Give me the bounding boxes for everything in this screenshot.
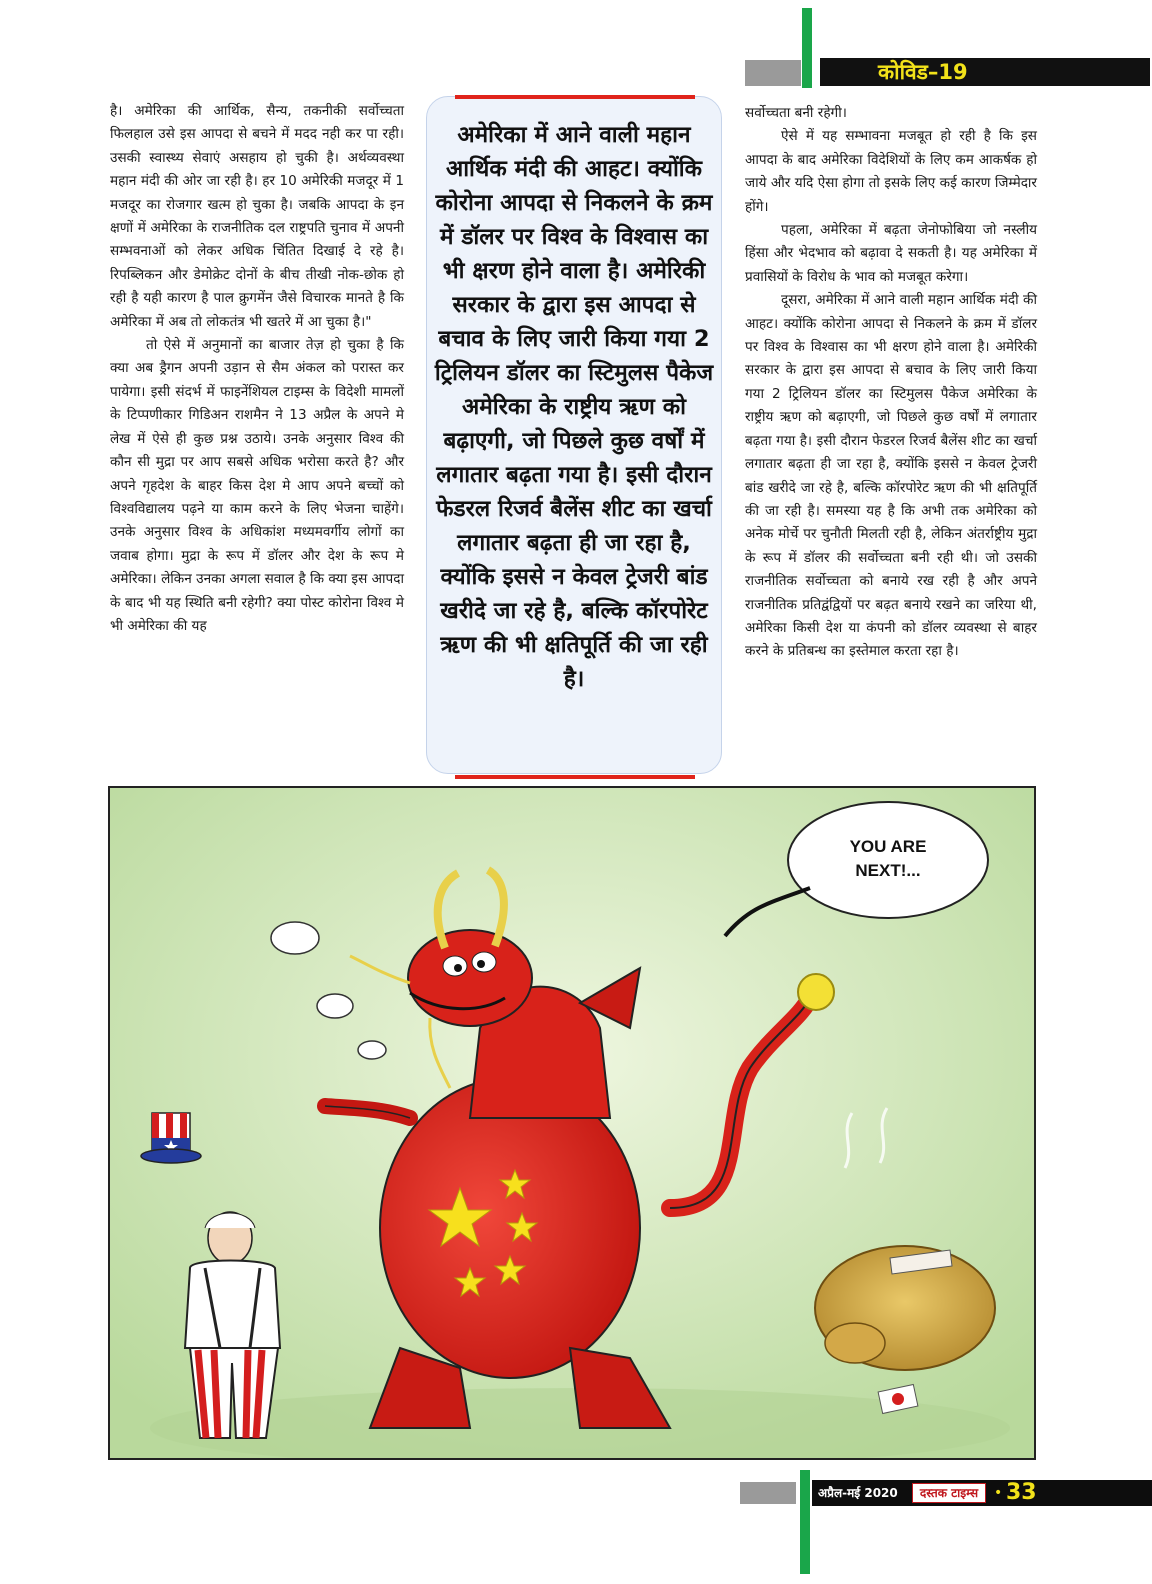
editorial-cartoon [108,786,1036,1460]
issue-date: अप्रैल-मई 2020 [818,1486,898,1500]
footer-grey-tab [740,1482,796,1504]
pullquote-top-rule [455,95,695,99]
pullquote-bottom-rule [455,775,695,779]
right-column [745,102,1037,664]
right-paragraph-2: ऐसे में यह सम्भावना मजबूत हो रही है कि इस आपदा के बाद अमेरिका विदेशियों के लिए कम आकर्षक हो जाये और यदि ऐसा होगा तो इसके लिए कई कारण जिम्मेदार होंगे। [745,128,1037,215]
speech-text-line-1: YOU ARE [849,837,927,856]
publication-logo: दस्तक टाइम्स [912,1483,986,1503]
header-grey-tab [745,60,801,86]
section-label: कोविड–19 [820,58,1150,86]
right-paragraph-4: दूसरा, अमेरिका में आने वाली महान आर्थिक मंदी की आहट। क्योंकि कोरोना आपदा से निकलने के क्रम में डॉलर पर विश्व के विश्वास का भी क्षरण होने वाला है। अमेरिकी सरकार के द्वारा इस आपदा से बचाव के लिए जारी किया गया 2 ट्रिलियन डॉलर का स्टिमुलस पैकेज अमेरिका के राष्ट्रीय ऋण को बढ़ाएगी, जो पिछले कुछ वर्षों में लगातार बढ़ता गया है। इसी दौरान फेडरल रिजर्व बैलेंस शीट का खर्चा लगातार बढ़ता ही जा रहा है, क्योंकि इससे न केवल ट्रेजरी बांड खरीदे जा रहे है, बल्कि कॉरपोरेट ऋण की भी क्षतिपूर्ति की जा रही है। समस्या यह है कि अभी तक अमेरिका को अनेक मोर्चे पर चुनौती मिलती रही है, लेकिन अंतर्राष्ट्रीय मुद्रा के रूप में डॉलर की सर्वोच्चता बनी रही थी। जो उसकी राजनीतिक सर्वोच्चता को बनाये रख रही है और अपने राजनीतिक प्रतिद्वंद्वियों पर बढ़त बनाये रखने का जरिया थी, अमेरिका किसी देश या कंपनी को डॉलर व्यवस्था से बाहर करने के प्रतिबन्ध का इस्तेमाल करता रहा है। [745,292,1037,660]
left-paragraph-2: तो ऐसे में अनुमानों का बाजार तेज़ हो चुका है कि क्या अब ड्रैगन अपनी उड़ान से सैम अंकल को परास्त कर पायेगा। इसी संदर्भ में फाइनेंशियल टाइम्स के विदेशी मामलों के टिप्पणीकार गिडिअन राशमैन ने 13 अप्रैल के अपने मे लेख में ऐसे ही कुछ प्रश्न उठाये। उनके अनुसार विश्व की कौन सी मुद्रा पर आप सबसे अधिक भरोसा करते है? और अपने गृहदेश के बाहर किस देश मे आप अपने बच्चों को विश्वविद्यालय पढ़ने या काम करने के लिए भेजना चाहेंगे। उनके अनुसार विश्व के अधिकांश मध्यमवर्गीय लोगों का जवाब होगा। मुद्रा के रूप में डॉलर और देश के रूप मे अमेरिका। लेकिन उनका अगला सवाल है कि क्या इस आपदा के बाद भी यह स्थिति बनी रहेगी? क्या पोस्ट कोरोना विश्व मे भी अमेरिका की यह [110,337,404,634]
right-paragraph-1: सर्वोच्चता बनी रहेगी। [745,105,847,121]
footer-bullet: • [994,1485,1003,1501]
left-column [110,100,404,638]
page-number: 33 [1006,1480,1037,1505]
header-green-bar [802,8,812,88]
right-paragraph-3: पहला, अमेरिका में बढ़ता जेनोफोबिया जो नस्लीय हिंसा और भेदभाव को बढ़ावा दे सकती है। यह अमेरिका में प्रवासियों के विरोध के भाव को मजबूत करेगा। [745,222,1037,285]
left-paragraph-1: है। अमेरिका की आर्थिक, सैन्य, तकनीकी सर्वोच्चता फिलहाल उसे इस आपदा से बचने में मदद नही कर पा रही। उसकी स्वास्थ्य सेवाएं असहाय हो चुकी है। अर्थव्यवस्था महान मंदी की ओर जा रही है। हर 10 अमेरिकी मजदूर में 1 मजदूर का रोजगार खत्म हो चुका है। जबकि आपदा के इन क्षणों में अमेरिका के राजनीतिक दल राष्ट्रपति चुनाव में अपनी सम्भवनाओं को लेकर अधिक चिंतित दिखाई दे रहे है। रिपब्लिकन और डेमोक्रेट दोनों के बीच तीखी नोक-छोक हो रही है यही कारण है पाल क्रुगमेंन जैसे विचारक मानते है कि अमेरिका में अब तो लोकतंत्र भी खतरे में आ चुका है।" [110,103,404,330]
speech-text-line-2: NEXT!... [855,861,921,880]
pullquote-text: अमेरिका में आने वाली महान आर्थिक मंदी की आहट। क्योंकि कोरोना आपदा से निकलने के क्रम में डॉलर पर विश्व के विश्वास का भी क्षरण होने वाला है। अमेरिकी सरकार के द्वारा इस आपदा से बचाव के लिए जारी किया गया 2 ट्रिलियन डॉलर का स्टिमुलस पैकेज अमेरिका के राष्ट्रीय ऋण को बढ़ाएगी, जो पिछले कुछ वर्षों में लगातार बढ़ता गया है। इसी दौरान फेडरल रिजर्व बैलेंस शीट का खर्चा लगातार बढ़ता ही जा रहा है, क्योंकि इससे न केवल ट्रेजरी बांड खरीदे जा रहे है, बल्कि कॉरपोरेट ऋण की भी क्षतिपूर्ति की जा रही है। [434,122,714,692]
cartoon-illustration [110,788,1034,1458]
footer-green-bar [800,1470,810,1574]
